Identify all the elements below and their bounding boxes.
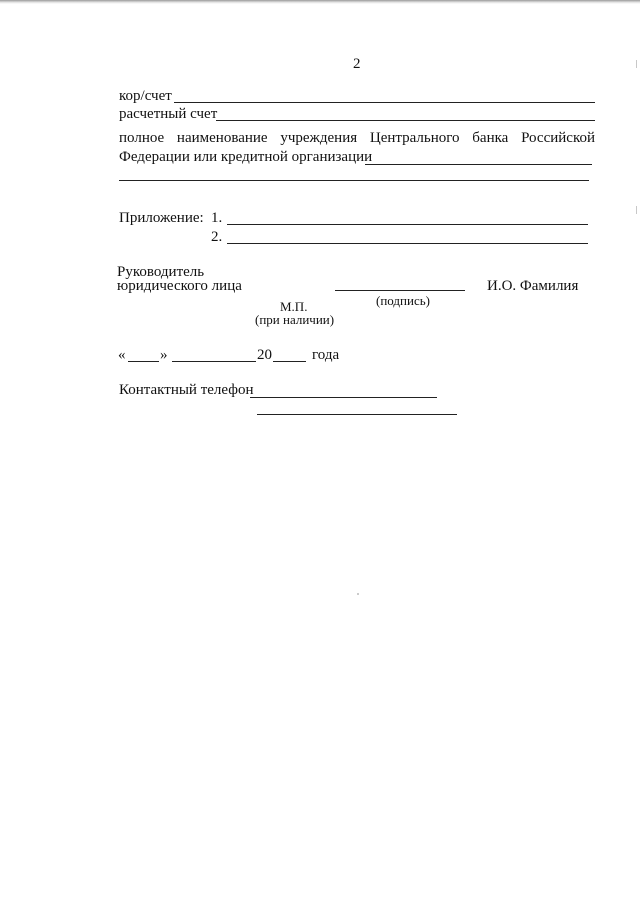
page-number: 2 [353, 56, 361, 72]
raschetny-schet-field-line[interactable] [216, 120, 595, 121]
scan-speck [357, 593, 359, 595]
full-name-field-line-2[interactable] [119, 180, 589, 181]
attachment-item2-line[interactable] [227, 243, 588, 244]
scan-edge [0, 0, 640, 4]
kor-schet-field-line[interactable] [174, 102, 595, 103]
full-name-field-line[interactable] [365, 164, 592, 165]
date-month-line[interactable] [172, 361, 256, 362]
head-label-line2: юридического лица [117, 278, 242, 294]
phone-label: Контактный телефон [119, 382, 254, 398]
head-label-line1: Руководитель [117, 264, 205, 280]
signature-caption: (подпись) [376, 293, 430, 308]
closing-separator-line [257, 414, 457, 415]
name-placeholder: И.О. Фамилия [487, 278, 579, 294]
full-name-line2: Федерации или кредитной организации [119, 149, 373, 165]
date-year-word: года [312, 347, 340, 363]
attachment-item1-line[interactable] [227, 224, 588, 225]
date-year-line[interactable] [273, 361, 306, 362]
full-name-line1: полное наименование учреждения Центрального банка Российской [119, 130, 595, 146]
date-century: 20 [257, 347, 272, 363]
stamp-note: (при наличии) [255, 312, 335, 327]
date-open-quote: « [118, 347, 126, 363]
raschetny-schet-label: расчетный счет [119, 106, 218, 122]
scan-edge-mark [636, 60, 637, 68]
date-day-line[interactable] [128, 361, 159, 362]
kor-schet-label: кор/счет [119, 88, 172, 104]
scan-edge-mark [636, 206, 637, 214]
stamp-label: М.П. [280, 299, 308, 314]
phone-field-line[interactable] [250, 397, 437, 398]
attachments-label: Приложение: [119, 210, 204, 226]
date-close-quote: » [160, 347, 168, 363]
signature-line[interactable] [335, 290, 465, 291]
attachment-item2-number: 2. [211, 229, 223, 245]
attachment-item1-number: 1. [211, 210, 223, 226]
